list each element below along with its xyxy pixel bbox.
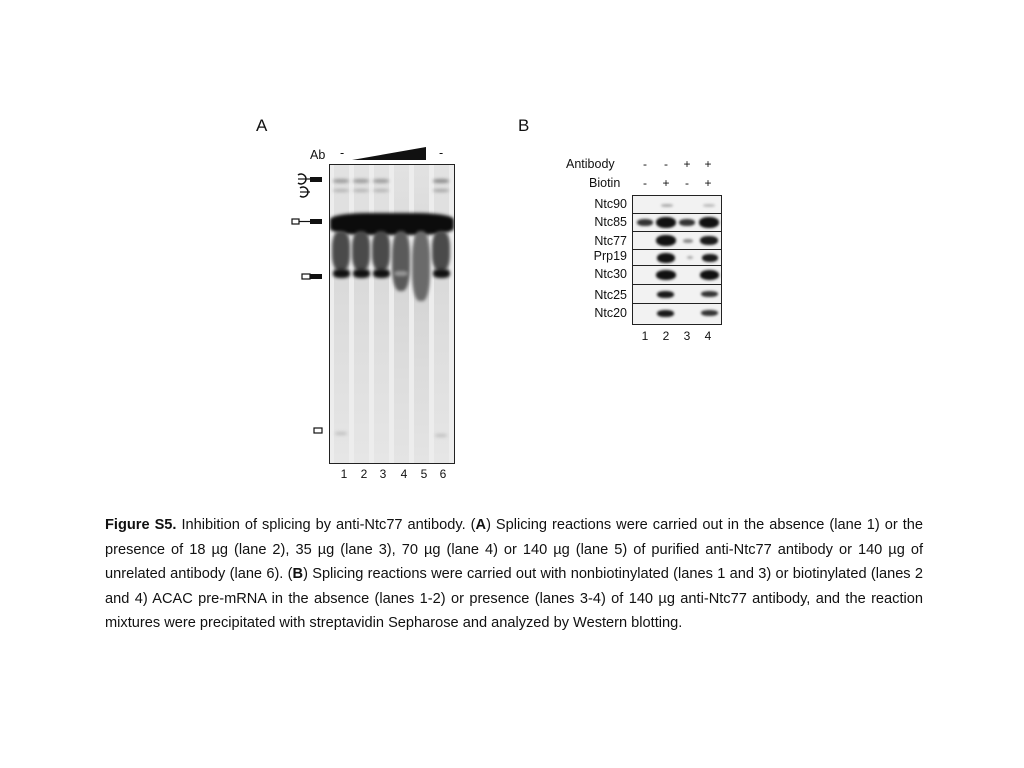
biotin-mark: - — [685, 176, 689, 190]
panel-a-letter: A — [256, 116, 268, 135]
antibody-mark: - — [643, 157, 647, 171]
antibody-label: Antibody — [566, 157, 615, 171]
ab-label: Ab — [310, 148, 326, 162]
blot-lane-number: 1 — [641, 329, 649, 343]
pre-mrna-icon — [292, 219, 322, 224]
blot-strip-prp19 — [633, 250, 721, 266]
figure-label: Figure S5. — [105, 517, 177, 533]
gel-lane-6 — [434, 165, 449, 463]
blot-strip-ntc77 — [633, 232, 721, 250]
caption-text-3: ) Splicing reactions were carried out with nonbiotinylated (lanes 1 and 3) or biotinylated (lanes 2 and 4) ACAC pre-mRNA in the absence (lanes 1-2) or presence (lanes 3-4) of 140 µg anti-Ntc77 antibody, and the reaction mixtures were precipitated with streptavidin Sepharose and analyzed by Western blotting. — [105, 566, 924, 632]
lane-number: 4 — [400, 467, 408, 481]
caption-panel-a-ref: A — [475, 517, 487, 533]
panel-a-gel — [329, 164, 455, 464]
mrna-icon — [302, 274, 322, 279]
biotin-mark: + — [704, 176, 712, 190]
lariat-intermediate-icon — [298, 174, 322, 184]
antibody-mark: + — [683, 157, 691, 171]
lane-number: 5 — [420, 467, 428, 481]
antibody-mark: - — [664, 157, 668, 171]
blot-lane-number: 4 — [704, 329, 712, 343]
gel-lane-1 — [334, 165, 349, 463]
row-label-ntc77: Ntc77 — [594, 234, 627, 248]
caption-text-1: Inhibition of splicing by anti-Ntc77 antibody. ( — [176, 517, 476, 533]
gel-lane-4 — [394, 165, 409, 463]
blot-strip-ntc25 — [633, 285, 721, 304]
lane-number: 1 — [340, 467, 348, 481]
rna-species-icons — [290, 170, 326, 440]
caption-panel-b-ref: B — [292, 566, 304, 583]
biotin-mark: - — [643, 176, 647, 190]
lane6-header-mark: - — [439, 146, 444, 160]
lane-number: 6 — [439, 467, 447, 481]
blot-strip-ntc20 — [633, 304, 721, 323]
blot-lane-number: 3 — [683, 329, 691, 343]
row-label-ntc30: Ntc30 — [594, 267, 627, 281]
gel-lane-3 — [374, 165, 389, 463]
antibody-gradient-wedge — [352, 146, 428, 162]
panel-b-western-blot — [632, 195, 722, 325]
biotin-label: Biotin — [589, 176, 621, 190]
row-label-ntc85: Ntc85 — [594, 215, 627, 229]
row-label-ntc25: Ntc25 — [594, 288, 627, 302]
row-label-ntc20: Ntc20 — [594, 306, 627, 320]
caption-text-2: ) Splicing reactions were carried out in the absence (lane 1) or the presence of 18 µg (lane 2), 35 µg (lane 3), 70 µg (lane 4) or 140 µg (lane 5) of purified anti-Ntc77 antibody or 140 µg of unrelated antibody (lane 6). ( — [105, 517, 923, 583]
blot-strip-ntc90 — [633, 196, 721, 214]
gel-lane-2 — [354, 165, 369, 463]
blot-lane-number: 2 — [662, 329, 670, 343]
blot-strip-ntc30 — [633, 266, 721, 285]
lane-number: 2 — [360, 467, 368, 481]
blot-strip-ntc85 — [633, 214, 721, 232]
row-label-prp19: Prp19 — [593, 249, 627, 263]
figure-caption — [105, 513, 923, 636]
biotin-mark: + — [662, 176, 670, 190]
panel-b-letter: B — [518, 116, 530, 135]
gel-lane-5 — [414, 165, 429, 463]
lane-number: 3 — [379, 467, 387, 481]
excised-lariat-icon — [300, 187, 310, 197]
antibody-mark: + — [704, 157, 712, 171]
row-label-ntc90: Ntc90 — [594, 197, 627, 211]
five-prime-exon-icon — [314, 428, 322, 433]
lane1-header-mark: - — [340, 146, 345, 160]
